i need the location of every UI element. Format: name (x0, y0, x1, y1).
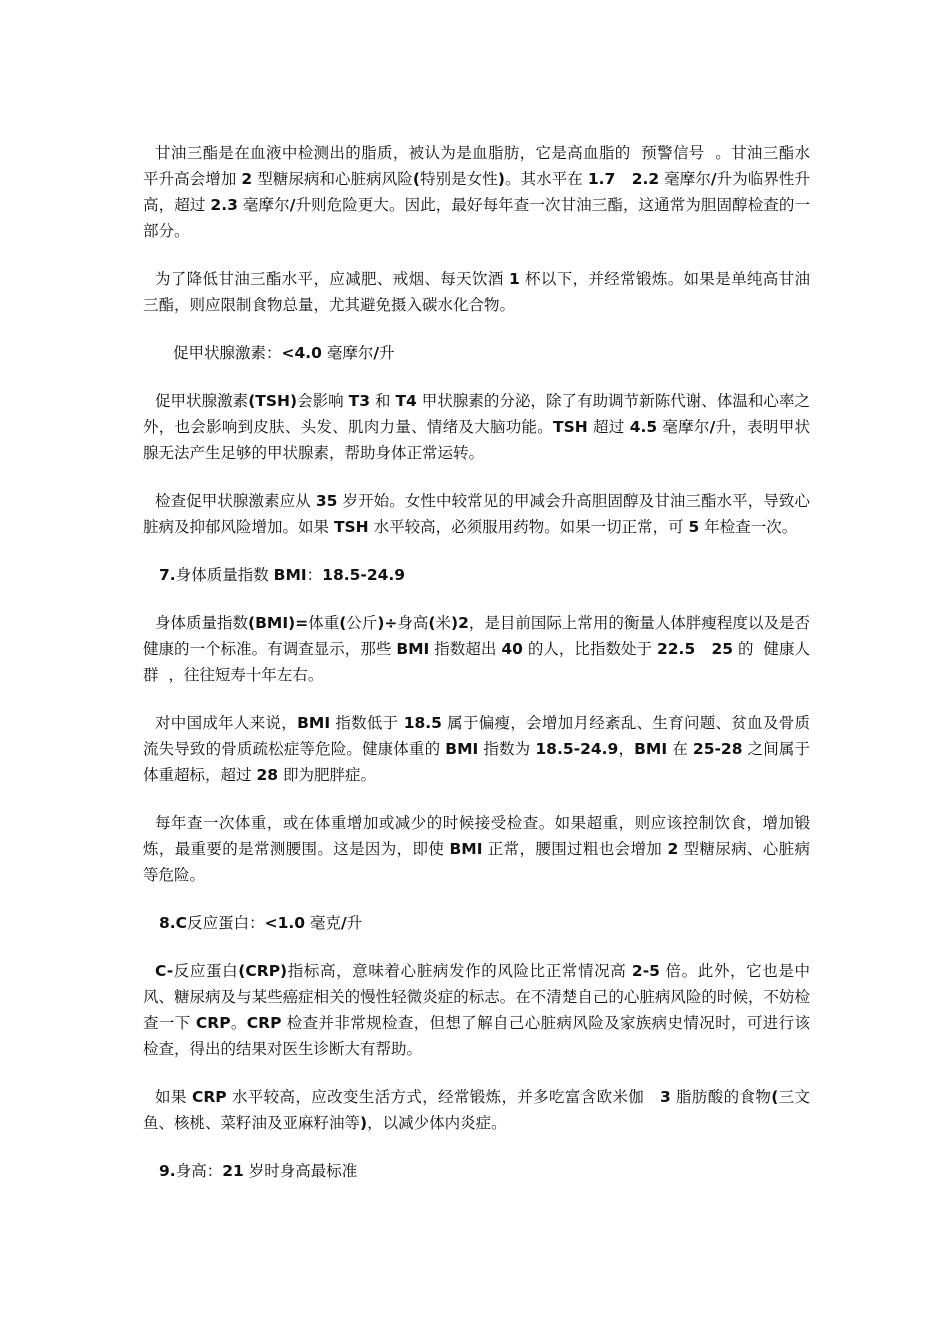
paragraph-p8 (143, 958, 810, 1062)
text-segment: 。 (230, 1014, 247, 1032)
text-segment: / (709, 418, 716, 436)
text-segment: CRP (195, 1014, 231, 1032)
text-segment: 升 (379, 344, 395, 362)
text-segment: 身体质量指数 (175, 566, 274, 584)
text-segment: 。其水平在 (504, 170, 588, 188)
text-segment: TSH (553, 418, 588, 436)
text-segment: 体重 (308, 614, 340, 632)
text-segment: ( (428, 614, 436, 632)
text-segment: (BMI)= (248, 614, 309, 632)
text-segment: ) (497, 170, 505, 188)
text-segment: CRP (192, 1088, 227, 1106)
text-segment: ，以减少体内炎症。 (367, 1114, 507, 1132)
text-segment: 的人，比指数处于 (522, 640, 657, 658)
text-segment: (TSH) (248, 392, 298, 410)
text-segment: 8.C (159, 914, 188, 932)
text-segment: 升 (346, 914, 363, 932)
text-segment: BMI (445, 740, 479, 758)
text-segment: 每年查一次体重，或在体重增加或减少的时候接受检查。如果超重，则应该控制饮食，增加锻炼，最重要的是常测腰围。这是因为，即使 (143, 814, 810, 858)
paragraph-p7 (143, 810, 810, 888)
section-heading-h1 (143, 340, 810, 366)
text-segment: 即为肥胖症。 (278, 766, 376, 784)
text-segment: 年检查一次。 (699, 518, 798, 536)
text-segment: ( (339, 614, 347, 632)
text-segment: 2 (667, 840, 679, 858)
text-segment: T4 (395, 392, 417, 410)
text-segment: 指数超出 (429, 640, 502, 658)
text-segment: 对中国成年人来说， (155, 714, 298, 732)
paragraph-p6 (143, 710, 810, 788)
text-segment: 22.5 25 (656, 640, 734, 658)
text-segment: 3 (659, 1088, 671, 1106)
text-segment: 促甲状腺激素 (155, 392, 249, 410)
text-segment: ( (771, 1088, 779, 1106)
paragraph-p2 (143, 266, 810, 318)
text-segment: 之间属于体重超标，超过 (143, 740, 810, 784)
text-segment: 升为临界性升高，超过 (143, 170, 810, 214)
text-segment: ) (360, 1114, 368, 1132)
text-segment: <1.0 (264, 914, 306, 932)
text-segment: 脂肪酸的食物 (670, 1088, 772, 1106)
text-segment: 2 (241, 170, 253, 188)
text-segment: 毫摩尔 (321, 344, 374, 362)
text-segment: <4.0 (281, 344, 322, 362)
text-segment: / (373, 344, 380, 362)
text-segment: 水平较高，必须服用药物。如果一切正常，可 (368, 518, 689, 536)
text-segment: ： (306, 566, 323, 584)
text-segment: 身高： (175, 1162, 223, 1180)
text-segment: 4.5 (629, 418, 658, 436)
text-segment: 指数低于 (330, 714, 404, 732)
text-segment: 反应蛋白： (187, 914, 265, 932)
text-segment: 米 (435, 614, 452, 632)
text-segment: 18.5 (403, 714, 442, 732)
text-segment: 升，表明甲状腺无法产生足够的甲状腺素，帮助身体正常运转。 (143, 418, 810, 462)
text-segment: 超过 (587, 418, 630, 436)
text-segment: 倍。此外，它也是中风、糖尿病及与某些癌症相关的慢性轻微炎症的标志。在不清楚自己的心脏病风险的时候，不妨检查一下 (143, 962, 810, 1032)
text-segment: 5 (688, 518, 700, 536)
text-segment: 毫摩尔 (659, 170, 711, 188)
text-segment: 升则危险更大。因此，最好每年查一次甘油三酯，这通常为胆固醇检查的一部分。 (143, 196, 810, 240)
document-page (143, 140, 810, 1206)
text-segment: 毫克 (305, 914, 341, 932)
paragraph-p4 (143, 488, 810, 540)
paragraph-p5 (143, 610, 810, 688)
text-segment: 毫摩尔 (237, 196, 290, 214)
text-segment: 检查并非常规检查，但想了解自己心脏病风险及家族病史情况时，可进行该检查，得出的结果对医生诊断大有帮助。 (143, 1014, 810, 1058)
text-segment: 特别是女性 (419, 170, 498, 188)
text-segment: T3 (348, 392, 371, 410)
text-segment: 反应蛋白 (173, 962, 239, 980)
text-segment: BMI (273, 566, 307, 584)
text-segment: 9. (159, 1162, 176, 1180)
text-segment: CRP (246, 1014, 282, 1032)
text-segment: 三文鱼、核桃、菜籽油及亚麻籽油等 (143, 1088, 810, 1132)
text-segment: 甘油三酯是在血液中检测出的脂质，被认为是血脂肪，它是高血脂的 预警信号 。甘油三酯水平升高会增加 (143, 144, 810, 188)
text-segment: 岁时身高最标准 (243, 1162, 358, 1180)
text-segment: 2-5 (631, 962, 660, 980)
text-segment: 1.7 2.2 (587, 170, 660, 188)
text-segment: 身体质量指数 (155, 614, 249, 632)
text-segment: / (340, 914, 347, 932)
text-segment: 水平较高，应改变生活方式，经常锻炼，并多吃富含欧米伽 (226, 1088, 660, 1106)
text-segment: )2 (451, 614, 469, 632)
text-segment: 指数为 (478, 740, 536, 758)
text-segment: 25-28 (692, 740, 743, 758)
text-segment: ，是目前国际上常用的衡量人体胖瘦程度以及是否健康的一个标准。有调查显示，那些 (143, 614, 810, 658)
text-segment: 35 (315, 492, 338, 510)
text-segment: 2.3 (210, 196, 238, 214)
text-segment: 型糖尿病、心脏病等危险。 (143, 840, 810, 884)
text-segment: 杯以下，并经常锻炼。如果是单纯高甘油三酯，则应限制食物总量，尤其避免摄入碳水化合物。 (143, 270, 810, 314)
text-segment: 毫摩尔 (657, 418, 710, 436)
paragraph-p1 (143, 140, 810, 244)
paragraph-p9 (143, 1084, 810, 1136)
text-segment: 公斤 (346, 614, 378, 632)
text-segment: 28 (256, 766, 279, 784)
text-segment: 岁开始。女性中较常见的甲减会升高胆固醇及甘油三酯水平，导致心脏病及抑郁风险增加。如果 (143, 492, 810, 536)
text-segment: 身高 (397, 614, 429, 632)
text-segment: TSH (333, 518, 369, 536)
text-segment: 40 (501, 640, 523, 658)
text-segment: 甲状腺素的分泌，除了有助调节新陈代谢、体温和心率之外，也会影响到皮肤、头发、肌肉力量、情绪及大脑功能。 (143, 392, 810, 436)
text-segment: 为了降低甘油三酯水平，应减肥、戒烟、每天饮酒 (155, 270, 509, 288)
text-segment: (CRP) (238, 962, 288, 980)
text-segment: 的 健康人群 ，往往短寿十年左右。 (143, 640, 810, 684)
text-segment: ( (412, 170, 420, 188)
text-segment: BMI (297, 714, 331, 732)
text-segment: 促甲状腺激素： (173, 344, 282, 362)
text-segment: ， (618, 740, 635, 758)
text-segment: )÷ (377, 614, 398, 632)
section-heading-h2 (143, 562, 810, 588)
text-segment: 7. (159, 566, 176, 584)
text-segment: 指标高，意味着心脏病发作的风险比正常情况高 (287, 962, 632, 980)
text-segment: 正常，腰围过粗也会增加 (482, 840, 668, 858)
text-segment: 在 (667, 740, 693, 758)
text-segment: C- (155, 962, 174, 980)
text-segment: 18.5-24.9 (535, 740, 619, 758)
section-heading-h3 (143, 910, 810, 936)
text-segment: BMI (449, 840, 483, 858)
text-segment: 如果 (155, 1088, 192, 1106)
text-segment: 1 (508, 270, 520, 288)
text-segment: 21 (222, 1162, 244, 1180)
text-segment: 检查促甲状腺激素应从 (155, 492, 316, 510)
section-heading-h4 (143, 1158, 810, 1184)
text-segment: BMI (396, 640, 430, 658)
text-segment: / (289, 196, 296, 214)
text-segment: BMI (634, 740, 668, 758)
text-segment: 和 (370, 392, 396, 410)
text-segment: 会影响 (297, 392, 349, 410)
text-segment: 型糖尿病和心脏病风险 (252, 170, 413, 188)
text-segment: / (710, 170, 717, 188)
text-segment: 属于偏瘦，会增加月经紊乱、生育问题、贫血及骨质流失导致的骨质疏松症等危险。健康体重的 (143, 714, 810, 758)
paragraph-p3 (143, 388, 810, 466)
text-segment: 18.5-24.9 (322, 566, 406, 584)
